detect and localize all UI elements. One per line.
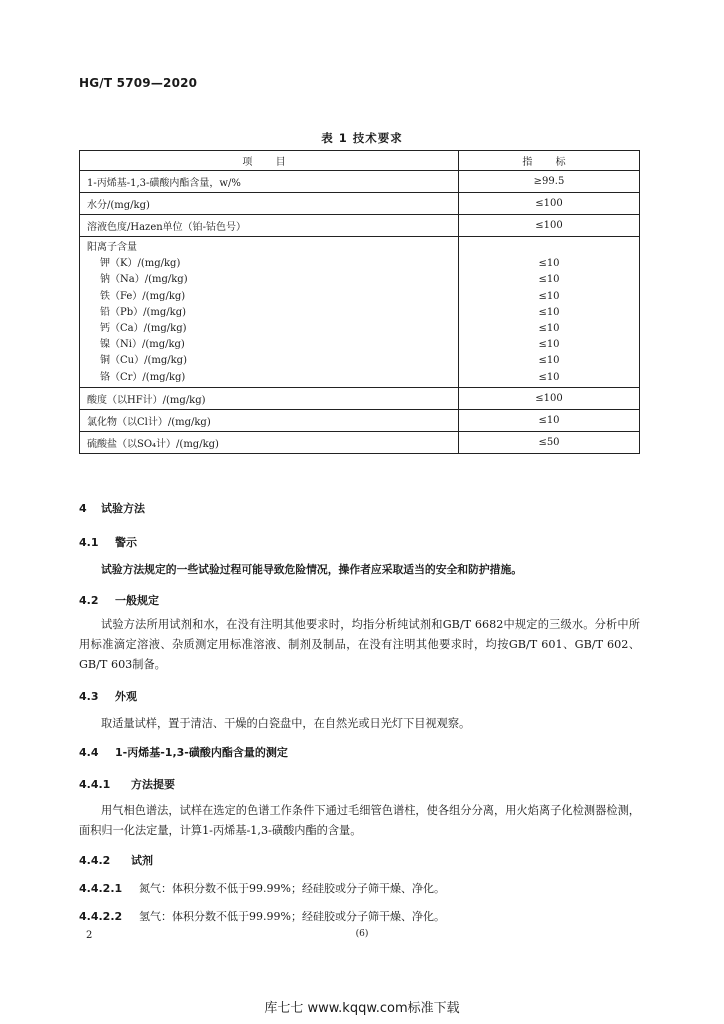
table-header-row <box>80 151 640 171</box>
cation-item: 铅（Pb）/(mg/kg) <box>100 306 187 318</box>
section-number: 4.4.2.1 <box>79 882 123 895</box>
cation-item: 钾（K）/(mg/kg) <box>100 258 181 270</box>
row-item: 氯化物（以Cl计）/(mg/kg) <box>80 410 459 432</box>
section-title: 试验方法 <box>101 502 145 515</box>
cation-value: ≤10 <box>538 258 560 270</box>
section-number: 4.2 <box>79 594 99 607</box>
row-item: 溶液色度/Hazen单位（铂-钴色号） <box>80 215 459 237</box>
section-number: 4.4.1 <box>79 778 111 791</box>
clause-4-4-2-1 <box>79 880 445 896</box>
cation-value: ≤10 <box>538 322 560 334</box>
page-number: 2 <box>86 930 93 941</box>
section-number: 4.1 <box>79 536 99 549</box>
section-number: 4.3 <box>79 690 99 703</box>
table-row <box>80 193 640 215</box>
table-row <box>80 171 640 193</box>
section-title: 外观 <box>115 690 137 703</box>
row-item: 酸度（以HF计）/(mg/kg) <box>80 388 459 410</box>
table-row <box>80 432 640 454</box>
row-item: 1-丙烯基-1,3-磺酸内酯含量，w/% <box>80 171 459 193</box>
cation-item: 铁（Fe）/(mg/kg) <box>100 290 186 302</box>
cation-item: 钙（Ca）/(mg/kg) <box>100 322 187 334</box>
table-row <box>80 410 640 432</box>
standard-code: HG/T 5709—2020 <box>79 76 198 90</box>
section-number: 4 <box>79 502 87 515</box>
section-title: 警示 <box>115 536 137 549</box>
cation-item: 镍（Ni）/(mg/kg) <box>100 339 185 351</box>
paragraph-warning: 试验方法规定的一些试验过程可能导致危险情况，操作者应采取适当的安全和防护措施。 <box>101 563 523 576</box>
paragraph-general-rules: 试验方法所用试剂和水，在没有注明其他要求时，均指分析纯试剂和GB/T 6682中规定的三级水。分析中所用标准滴定溶液、杂质测定用标准溶液、制剂及制品，在没有注明其他要求时，均按GB/T 601、GB/T 602、GB/T 603制备。 <box>79 618 640 671</box>
heading-section-4 <box>79 500 145 516</box>
section-title: 一般规定 <box>115 594 159 607</box>
cation-item: 铜（Cu）/(mg/kg) <box>100 355 187 367</box>
clause-text: 氢气：体积分数不低于99.99%；经硅胶或分子筛干燥、净化。 <box>139 910 445 923</box>
watermark-text: 库七七 www.kqqw.com标准下载 <box>264 1001 460 1016</box>
heading-section-4-4-1 <box>79 776 175 792</box>
cation-value: ≤10 <box>538 274 560 286</box>
cation-value-cell <box>459 237 640 388</box>
table-caption: 表 1 技术要求 <box>321 131 403 145</box>
cation-value: ≤10 <box>538 306 560 318</box>
paragraph-method-summary: 用气相色谱法，试样在选定的色谱工作条件下通过毛细管色谱柱，使各组分分离，用火焰离子化检测器检测，面积归一化法定量，计算1-丙烯基-1,3-磺酸内酯的含量。 <box>79 804 640 837</box>
row-value: ≤100 <box>459 215 640 237</box>
cation-item-cell <box>80 237 459 388</box>
section-title: 方法提要 <box>131 778 175 791</box>
row-value: ≤50 <box>459 432 640 454</box>
heading-section-4-3 <box>79 688 137 704</box>
row-value: ≤10 <box>459 410 640 432</box>
col-header-value: 指 标 <box>459 151 640 171</box>
cation-value: ≤10 <box>538 371 560 383</box>
section-title: 1-丙烯基-1,3-磺酸内酯含量的测定 <box>115 746 288 759</box>
heading-section-4-2 <box>79 592 159 608</box>
section-number: 4.4 <box>79 746 99 759</box>
col-header-item: 项 目 <box>80 151 459 171</box>
row-item: 水分/(mg/kg) <box>80 193 459 215</box>
cation-value: ≤10 <box>538 355 560 367</box>
cation-group-title: 阳离子含量 <box>87 242 137 253</box>
clause-4-4-2-2 <box>79 908 445 924</box>
technical-requirements-table <box>79 150 640 454</box>
paragraph-appearance: 取适量试样，置于清洁、干燥的白瓷盘中，在自然光或日光灯下目视观察。 <box>101 717 471 730</box>
table-row <box>80 215 640 237</box>
table-row <box>80 388 640 410</box>
section-number: 4.4.2 <box>79 854 111 867</box>
cation-value: ≤10 <box>538 339 560 351</box>
row-value: ≤100 <box>459 388 640 410</box>
cation-value: ≤10 <box>538 290 560 302</box>
cation-item: 铬（Cr）/(mg/kg) <box>100 371 186 383</box>
section-number: 4.4.2.2 <box>79 910 123 923</box>
center-mark: (6) <box>355 929 369 939</box>
heading-section-4-4 <box>79 744 288 760</box>
heading-section-4-1 <box>79 534 137 550</box>
cation-item: 钠（Na）/(mg/kg) <box>100 274 188 286</box>
clause-text: 氮气：体积分数不低于99.99%；经硅胶或分子筛干燥、净化。 <box>139 882 445 895</box>
section-title: 试剂 <box>131 854 153 867</box>
row-value: ≥99.5 <box>459 171 640 193</box>
row-item: 硫酸盐（以SO₄计）/(mg/kg) <box>80 432 459 454</box>
table-row-cation-group <box>80 237 640 388</box>
heading-section-4-4-2 <box>79 852 153 868</box>
cation-group-spacer <box>466 240 632 256</box>
row-value: ≤100 <box>459 193 640 215</box>
